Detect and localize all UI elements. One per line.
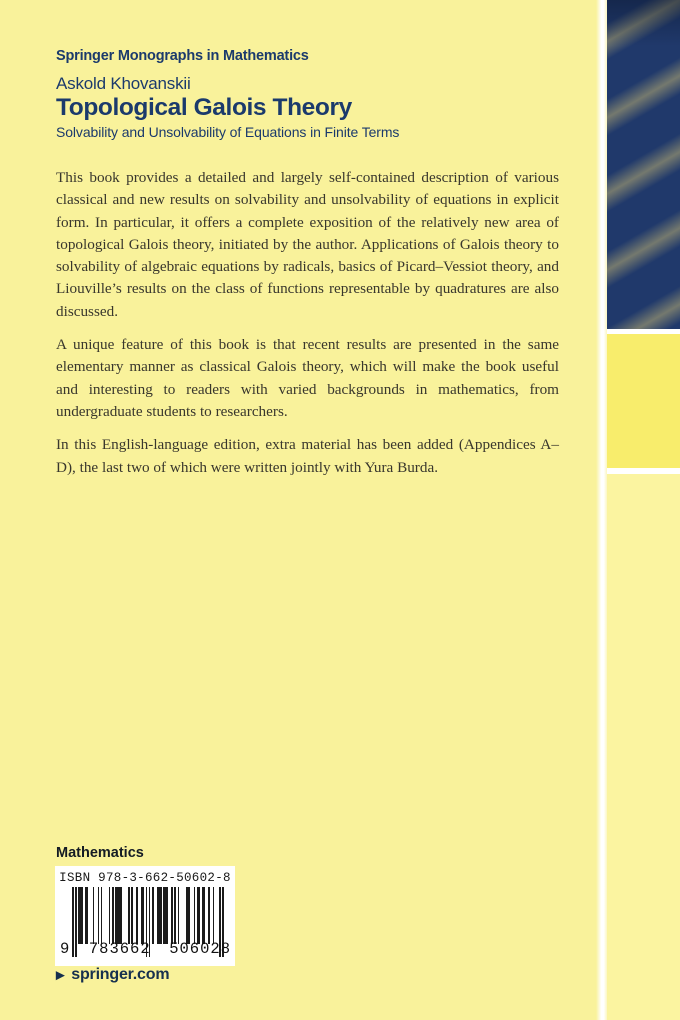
isbn-barcode-panel (55, 866, 235, 966)
book-description (56, 167, 559, 490)
blue-diagonal-stripes-panel (607, 0, 680, 334)
accent-yellow-block (607, 334, 680, 474)
description-paragraph-3: In this English-language edition, extra material has been added (Appendices A–D), the last two of which were written jointly with Yura Burda. (56, 436, 559, 476)
barcode-digit-lead: 9 (60, 940, 71, 958)
barcode-digit-group1: 783662 (88, 940, 151, 958)
publisher-line (56, 966, 169, 984)
book-subtitle: Solvability and Unsolvability of Equations in Finite Terms (56, 124, 400, 140)
description-paragraph-1: This book provides a detailed and largely self-contained description of various classical and new results on solvability and unsolvability of equations in explicit form. In particular, it offers a complete exposition of the relatively new area of topological Galois theory, initiated by the author. Applications of Galois theory to solvability of algebraic equations by radicals, basics of Picard–Vessiot theory, and Liouville’s results on the class of functions representable by quadratures are also discussed. (56, 169, 559, 320)
subject-category: Mathematics (56, 845, 144, 861)
series-title: Springer Monographs in Mathematics (56, 48, 309, 64)
strip-lower-area (607, 474, 680, 1020)
isbn-label: ISBN 978-3-662-50602-8 (59, 871, 231, 885)
right-design-strip (607, 0, 680, 1020)
book-title: Topological Galois Theory (56, 94, 352, 121)
barcode-digits (60, 940, 231, 958)
description-paragraph-2: A unique feature of this book is that recent results are presented in the same elementary manner as classical Galois theory, which will make the book useful and interesting to readers with varied backgrounds in mathematics, from undergraduate students to researchers. (56, 336, 559, 420)
springer-arrow-icon: ▶ (56, 969, 65, 981)
barcode-digit-group2: 506028 (169, 940, 231, 958)
author-name: Askold Khovanskii (56, 74, 191, 93)
publisher-url: springer.com (71, 966, 170, 983)
